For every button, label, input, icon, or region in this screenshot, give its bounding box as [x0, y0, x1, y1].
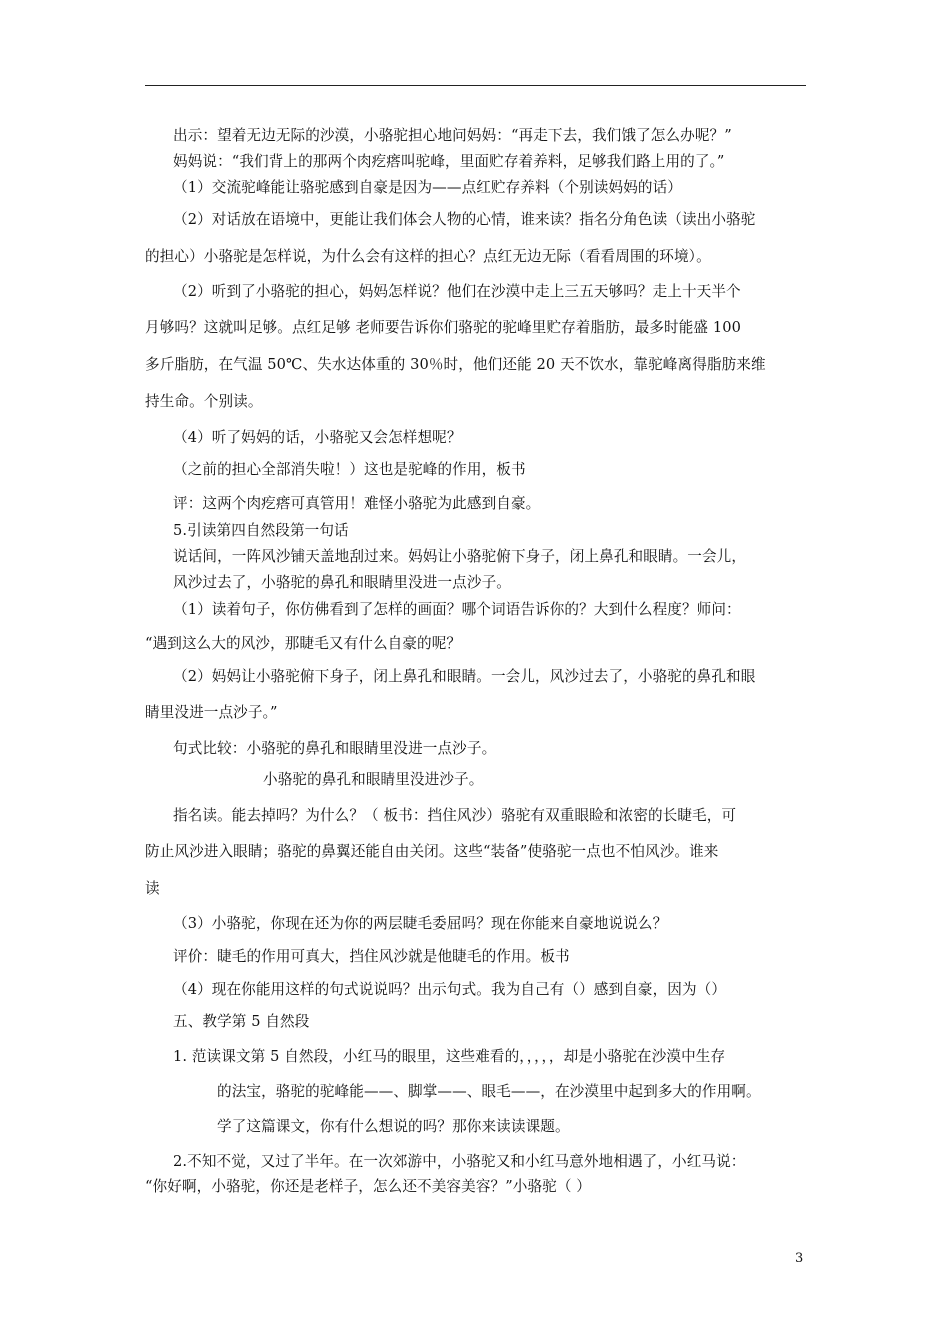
header-rule: [145, 85, 806, 86]
text-line: （2）妈妈让小骆驼俯下身子，闭上鼻孔和眼睛。一会儿，风沙过去了，小骆驼的鼻孔和眼: [173, 668, 756, 685]
page-number: 3: [795, 1251, 804, 1266]
text-line: 评价：睫毛的作用可真大，挡住风沙就是他睫毛的作用。板书: [173, 948, 570, 965]
text-line: （4）听了妈妈的话，小骆驼又会怎样想呢？: [173, 429, 462, 446]
text-line: 妈妈说：“我们背上的那两个肉疙瘩叫驼峰，里面贮存着养料，足够我们路上用的了。”: [173, 153, 725, 170]
text-line: 多斤脂肪，在气温 50℃、失水达体重的 30％时，他们还能 20 天不饮水，靠驼峰离得脂肪来维: [145, 356, 766, 373]
text-line: 的担心）小骆驼是怎样说，为什么会有这样的担心？点红无边无际（看看周围的环境）。: [145, 248, 711, 265]
text-line: 2.不知不觉，又过了半年。在一次郊游中，小骆驼又和小红马意外地相遇了，小红马说：: [173, 1153, 746, 1170]
text-line: 1. 范读课文第 5 自然段，小红马的眼里，这些难看的，，，，，却是小骆驼在沙漠中生存: [173, 1048, 726, 1065]
text-line: 评：这两个肉疙瘩可真管用！难怪小骆驼为此感到自豪。: [173, 495, 541, 512]
text-line: 小骆驼的鼻孔和眼睛里没进沙子。: [263, 771, 484, 788]
text-line: （3）小骆驼，你现在还为你的两层睫毛委屈吗？现在你能来自豪地说说么？: [173, 915, 668, 932]
text-line: （1）读着句子，你仿佛看到了怎样的画面？哪个词语告诉你的？大到什么程度？师问：: [173, 601, 741, 618]
text-line: 持生命。个别读。: [145, 393, 263, 410]
text-line: 指名读。能去掉吗？为什么？（ 板书：挡住风沙）骆驼有双重眼睑和浓密的长睫毛，可: [173, 807, 737, 824]
text-line: 睛里没进一点沙子。”: [145, 704, 278, 721]
section-heading: 五、教学第 5 自然段: [173, 1013, 310, 1030]
text-line: （4）现在你能用这样的句式说说吗？出示句式。我为自己有（）感到自豪，因为（）: [173, 981, 727, 998]
text-line: 读: [145, 880, 160, 897]
text-line: 学了这篇课文，你有什么想说的吗？那你来读读课题。: [217, 1118, 570, 1135]
text-line: 说话间，一阵风沙铺天盖地刮过来。妈妈让小骆驼俯下身子，闭上鼻孔和眼睛。一会儿，: [173, 548, 747, 565]
text-line: （2）对话放在语境中，更能让我们体会人物的心情，谁来读？指名分角色读（读出小骆驼: [173, 211, 756, 228]
text-line: 的法宝，骆驼的驼峰能——、脚掌——、眼毛——，在沙漠里中起到多大的作用啊。: [217, 1083, 761, 1100]
text-line: 句式比较：小骆驼的鼻孔和眼睛里没进一点沙子。: [173, 740, 497, 757]
text-line: 出示：望着无边无际的沙漠，小骆驼担心地问妈妈：“再走下去，我们饿了怎么办呢？”: [173, 127, 732, 144]
text-line: “遇到这么大的风沙，那睫毛又有什么自豪的呢？: [145, 635, 462, 652]
text-line: 风沙过去了，小骆驼的鼻孔和眼睛里没进一点沙子。: [173, 574, 511, 591]
text-line: （之前的担心全部消失啦！）这也是驼峰的作用，板书: [173, 461, 526, 478]
text-line: （1）交流驼峰能让骆驼感到自豪是因为——点红贮存养料（个别读妈妈的话）: [173, 179, 682, 196]
text-line: 月够吗？这就叫足够。点红足够 老师要告诉你们骆驼的驼峰里贮存着脂肪，最多时能盛 100: [145, 319, 741, 336]
text-line: 防止风沙进入眼睛；骆驼的鼻翼还能自由关闭。这些“装备”使骆驼一点也不怕风沙。谁来: [145, 843, 719, 860]
text-line: “你好啊，小骆驼，你还是老样子，怎么还不美容美容？”小骆驼（ ）: [145, 1178, 591, 1195]
section-heading: 5.引读第四自然段第一句话: [173, 522, 349, 539]
text-line: （2）听到了小骆驼的担心，妈妈怎样说？他们在沙漠中走上三五天够吗？走上十天半个: [173, 283, 741, 300]
